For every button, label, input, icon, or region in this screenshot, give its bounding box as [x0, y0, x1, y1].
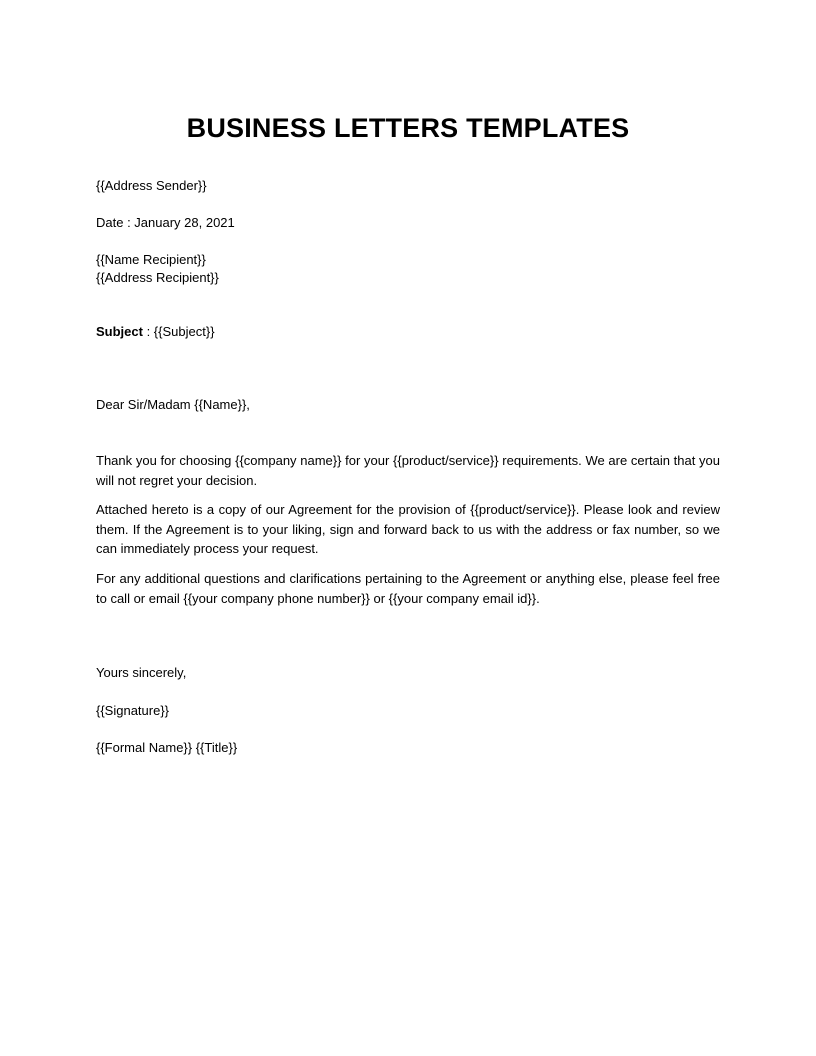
subject-line — [96, 323, 215, 341]
subject-value: : {{Subject}} — [142, 324, 215, 339]
body-paragraph-3: For any additional questions and clarifications pertaining to the Agreement or anything else, please feel free to call or email {{your company phone number}} or {{your company email id}}. — [96, 571, 720, 606]
signature-placeholder: {{Signature}} — [96, 703, 170, 718]
salutation: Dear Sir/Madam {{Name}}, — [96, 397, 250, 412]
formal-name-title: {{Formal Name}} {{Title}} — [96, 740, 238, 755]
subject-label: Subject — [96, 324, 143, 339]
closing: Yours sincerely, — [96, 665, 187, 680]
body-paragraph-2: Attached hereto is a copy of our Agreement for the provision of {{product/service}}. Please look and review them. If the Agreement is to your liking, sign and forward back to us with the address or fax number, so we can immediately process your request. — [96, 502, 720, 556]
body-paragraph-1: Thank you for choosing {{company name}} for your {{product/service}} requirements. We are certain that you will not regret your decision. — [96, 453, 720, 488]
sender-address: {{Address Sender}} — [96, 178, 207, 193]
recipient-address: {{Address Recipient}} — [96, 270, 219, 285]
document-title: BUSINESS LETTERS TEMPLATES — [186, 113, 630, 143]
date-line: Date : January 28, 2021 — [96, 215, 235, 230]
recipient-name: {{Name Recipient}} — [96, 252, 206, 267]
